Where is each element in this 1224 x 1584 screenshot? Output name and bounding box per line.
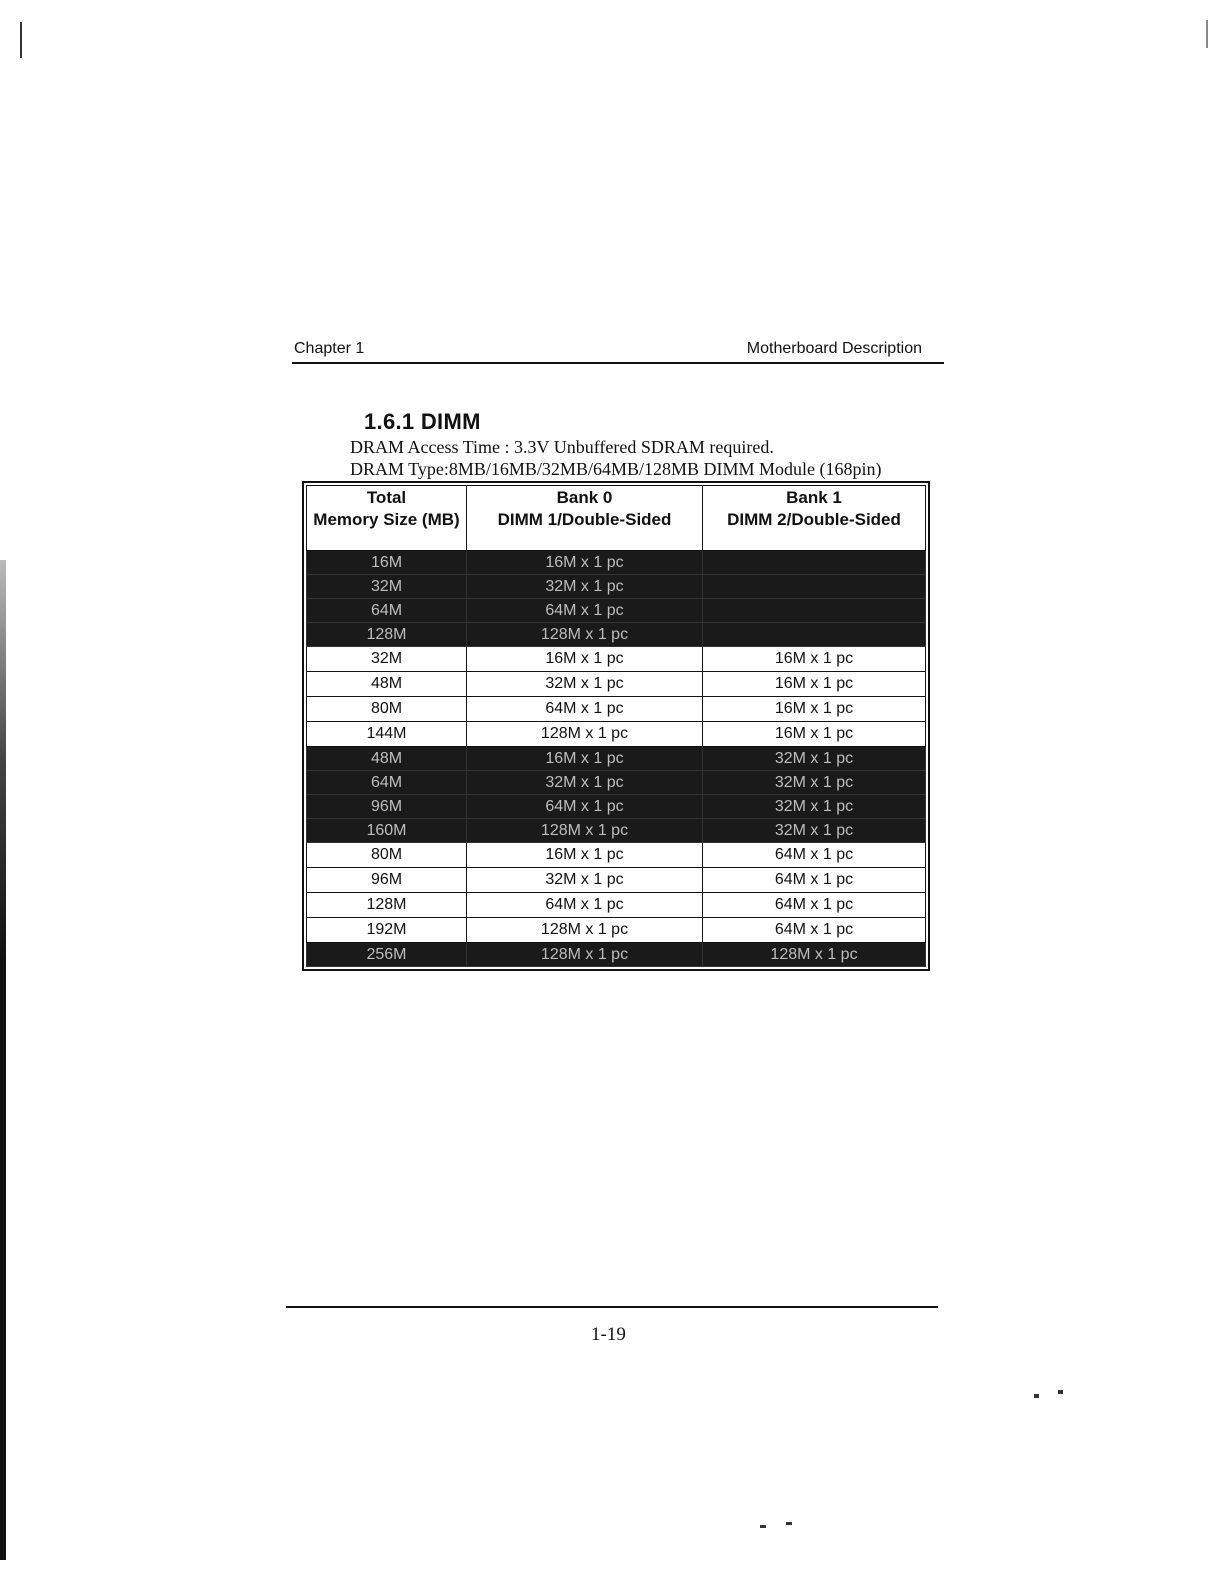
footer-rule bbox=[286, 1306, 938, 1308]
table-row bbox=[307, 722, 926, 747]
cell-total: 48M bbox=[307, 747, 467, 771]
scan-mark bbox=[1034, 1394, 1039, 1398]
cell-bank0: 128M x 1 pc bbox=[467, 819, 703, 843]
cell-total: 128M bbox=[307, 623, 467, 647]
cell-bank0: 128M x 1 pc bbox=[467, 623, 703, 647]
scan-mark bbox=[786, 1522, 792, 1525]
cell-total: 64M bbox=[307, 599, 467, 623]
cell-bank0: 32M x 1 pc bbox=[467, 771, 703, 795]
cell-bank1 bbox=[703, 551, 926, 575]
cell-total: 96M bbox=[307, 795, 467, 819]
cell-bank0: 64M x 1 pc bbox=[467, 893, 703, 918]
table-row bbox=[307, 918, 926, 943]
cell-total: 32M bbox=[307, 647, 467, 672]
dram-type-text: DRAM Type:8MB/16MB/32MB/64MB/128MB DIMM Module (168pin) bbox=[350, 459, 882, 479]
cell-bank1 bbox=[703, 575, 926, 599]
cell-total: 32M bbox=[307, 575, 467, 599]
table-row bbox=[307, 771, 926, 795]
page-header bbox=[292, 338, 944, 364]
table-row bbox=[307, 672, 926, 697]
cell-bank0: 128M x 1 pc bbox=[467, 918, 703, 943]
cell-bank0: 16M x 1 pc bbox=[467, 843, 703, 868]
scan-mark bbox=[760, 1525, 766, 1528]
memory-config-table bbox=[306, 485, 926, 967]
cell-bank0: 64M x 1 pc bbox=[467, 795, 703, 819]
cell-bank0: 128M x 1 pc bbox=[467, 722, 703, 747]
cell-bank1: 32M x 1 pc bbox=[703, 795, 926, 819]
table-row bbox=[307, 893, 926, 918]
cell-total: 160M bbox=[307, 819, 467, 843]
header-bank-0: Bank 0 bbox=[467, 486, 703, 509]
header-bank-1: Bank 1 bbox=[703, 486, 926, 509]
cell-total: 80M bbox=[307, 843, 467, 868]
cell-total: 96M bbox=[307, 868, 467, 893]
table-row bbox=[307, 747, 926, 771]
cell-bank1: 64M x 1 pc bbox=[703, 893, 926, 918]
cell-bank1: 16M x 1 pc bbox=[703, 722, 926, 747]
cell-bank1: 64M x 1 pc bbox=[703, 918, 926, 943]
chapter-label: Chapter 1 bbox=[294, 340, 365, 357]
scan-mark bbox=[1206, 20, 1208, 48]
memory-config-table-frame bbox=[302, 481, 930, 971]
cell-bank1: 32M x 1 pc bbox=[703, 747, 926, 771]
cell-total: 64M bbox=[307, 771, 467, 795]
cell-bank0: 64M x 1 pc bbox=[467, 697, 703, 722]
header-dimm-2: DIMM 2/Double-Sided bbox=[703, 508, 926, 551]
table-row bbox=[307, 843, 926, 868]
table-row bbox=[307, 795, 926, 819]
cell-bank1: 64M x 1 pc bbox=[703, 868, 926, 893]
table-row bbox=[307, 575, 926, 599]
table-row bbox=[307, 647, 926, 672]
cell-total: 48M bbox=[307, 672, 467, 697]
cell-bank1: 128M x 1 pc bbox=[703, 943, 926, 967]
header-memory-size: Memory Size (MB) bbox=[307, 508, 467, 551]
dram-access-time-text: DRAM Access Time : 3.3V Unbuffered SDRAM required. bbox=[350, 437, 774, 457]
section-name-label: Motherboard Description bbox=[746, 340, 922, 357]
cell-bank1: 32M x 1 pc bbox=[703, 771, 926, 795]
cell-bank1: 16M x 1 pc bbox=[703, 647, 926, 672]
section-title: 1.6.1 DIMM bbox=[364, 409, 481, 434]
cell-bank0: 32M x 1 pc bbox=[467, 868, 703, 893]
table-row bbox=[307, 623, 926, 647]
header-total: Total bbox=[307, 486, 467, 509]
cell-total: 16M bbox=[307, 551, 467, 575]
cell-total: 128M bbox=[307, 893, 467, 918]
cell-bank0: 32M x 1 pc bbox=[467, 575, 703, 599]
scan-mark bbox=[20, 22, 22, 58]
cell-bank0: 32M x 1 pc bbox=[467, 672, 703, 697]
cell-bank1: 32M x 1 pc bbox=[703, 819, 926, 843]
cell-total: 80M bbox=[307, 697, 467, 722]
table-row bbox=[307, 943, 926, 967]
cell-bank1: 16M x 1 pc bbox=[703, 697, 926, 722]
cell-bank0: 16M x 1 pc bbox=[467, 747, 703, 771]
table-row bbox=[307, 599, 926, 623]
cell-total: 144M bbox=[307, 722, 467, 747]
cell-total: 192M bbox=[307, 918, 467, 943]
scan-edge-shadow bbox=[0, 560, 6, 1560]
table-row bbox=[307, 697, 926, 722]
table-row bbox=[307, 551, 926, 575]
table-row bbox=[307, 868, 926, 893]
table-row bbox=[307, 819, 926, 843]
cell-bank0: 128M x 1 pc bbox=[467, 943, 703, 967]
cell-bank0: 16M x 1 pc bbox=[467, 551, 703, 575]
cell-bank0: 16M x 1 pc bbox=[467, 647, 703, 672]
cell-bank1 bbox=[703, 599, 926, 623]
scan-mark bbox=[1058, 1390, 1063, 1394]
header-dimm-1: DIMM 1/Double-Sided bbox=[467, 508, 703, 551]
cell-bank0: 64M x 1 pc bbox=[467, 599, 703, 623]
cell-bank1: 16M x 1 pc bbox=[703, 672, 926, 697]
page-number: 1-19 bbox=[591, 1324, 626, 1345]
cell-total: 256M bbox=[307, 943, 467, 967]
cell-bank1: 64M x 1 pc bbox=[703, 843, 926, 868]
cell-bank1 bbox=[703, 623, 926, 647]
